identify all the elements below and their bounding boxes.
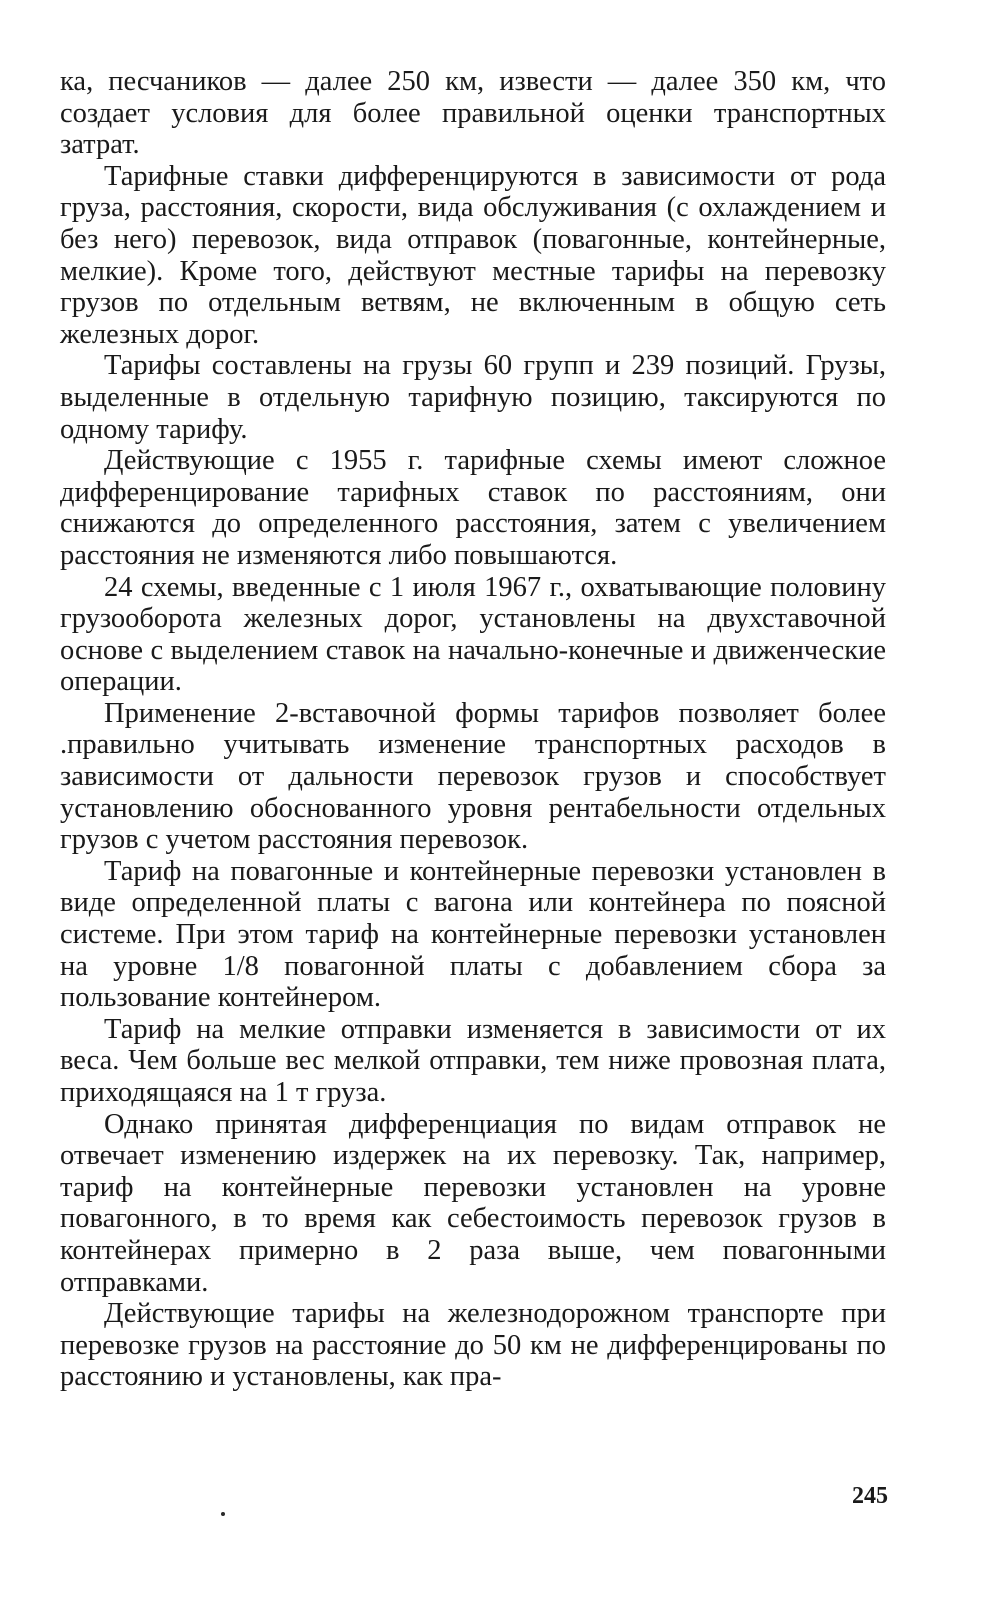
page-number: 245	[852, 1483, 888, 1509]
paragraph-6: Применение 2-вставочной формы тарифов позволяет более .правильно учитывать изменение транспортных расходов в зависимости от дальности перевозок грузов и способствует установлению обоснованного уровня рентабельности отдельных грузов с учетом расстояния перевозок.	[60, 697, 886, 856]
paragraph-7: Тариф на повагонные и контейнерные перевозки установлен в виде определенной платы с вагона или контейнера по поясной системе. При этом тариф на контейнерные перевозки установлен на уровне 1/8 повагонной платы с добавлением сбора за пользование контейнером.	[60, 855, 886, 1014]
paragraph-5: 24 схемы, введенные с 1 июля 1967 г., охватывающие половину грузооборота железных дорог, установлены на двухставочной основе с выделением ставок на начально-конечные и движенческие операции.	[60, 571, 886, 698]
paragraph-10: Действующие тарифы на железнодорожном транспорте при перевозке грузов на расстояние до 50 км не дифференцированы по расстоянию и установлены, как пра-	[60, 1298, 886, 1393]
paragraph-3: Тарифы составлены на грузы 60 групп и 239 позиций. Грузы, выделенные в отдельную тарифную позицию, таксируются по одному тарифу.	[60, 350, 886, 445]
page-body	[60, 66, 886, 1393]
paragraph-9: Однако принятая дифференциация по видам отправок не отвечает изменению издержек на их перевозку. Так, например, тариф на контейнерные перевозки установлен на уровне повагонного, в то время как себестоимость перевозок грузов в контейнерах примерно в 2 раза выше, чем повагонными отправками.	[60, 1108, 886, 1298]
paragraph-4: Действующие с 1955 г. тарифные схемы имеют сложное дифференцирование тарифных ставок по расстояниям, они снижаются до определенного расстояния, затем с увеличением расстояния не изменяются либо повышаются.	[60, 445, 886, 571]
paragraph-8: Тариф на мелкие отправки изменяется в зависимости от их веса. Чем больше вес мелкой отправки, тем ниже провозная плата, приходящаяся на 1 т груза.	[60, 1013, 886, 1108]
paragraph-2: Тарифные ставки дифференцируются в зависимости от рода груза, расстояния, скорости, вида обслуживания (с охлаждением и без него) перевозок, вида отправок (повагонные, контейнерные, мелкие). Кроме того, действуют местные тарифы на перевозку грузов по отдельным ветвям, не включенным в общую сеть железных дорог.	[60, 160, 886, 350]
print-speck	[221, 1512, 225, 1516]
paragraph-1: ка, песчаников — далее 250 км, извести — далее 350 км, что создает условия для более правильной оценки транспортных затрат.	[60, 66, 886, 161]
